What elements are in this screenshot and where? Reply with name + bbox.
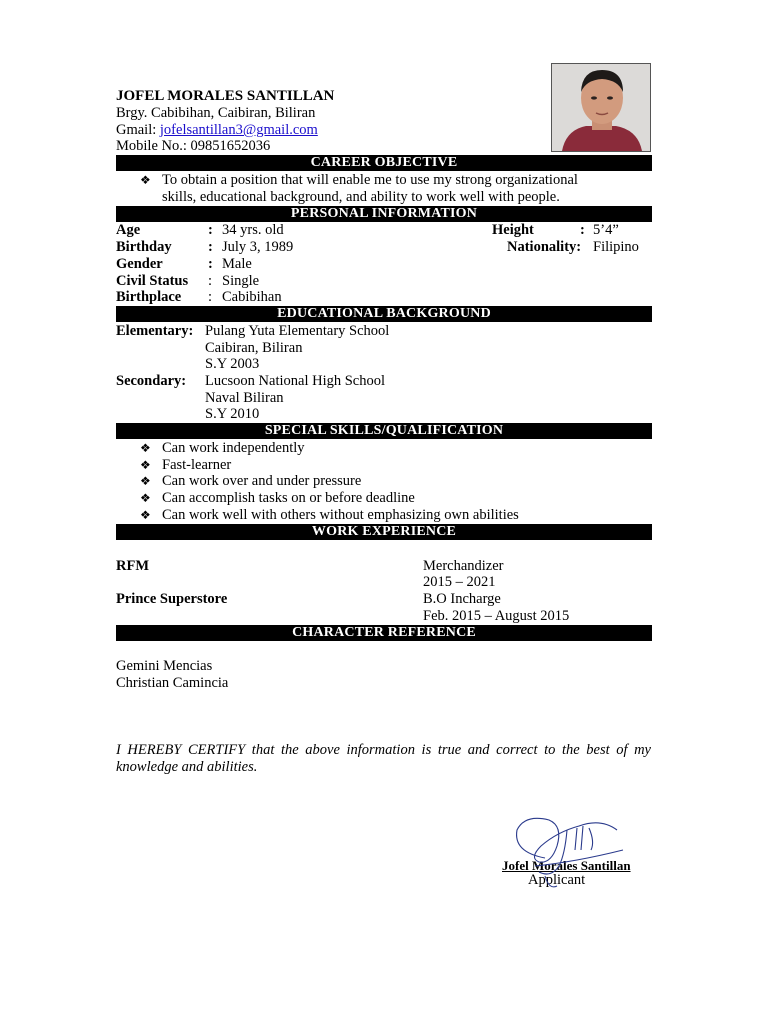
- diamond-bullet-icon: ❖: [140, 508, 151, 522]
- signature-title: Applicant: [528, 872, 586, 888]
- height-label: Height: [492, 222, 534, 238]
- birthday-value: July 3, 1989: [222, 239, 294, 255]
- reference-item: Christian Camincia: [116, 675, 229, 691]
- gender-value: Male: [222, 256, 252, 272]
- career-objective-header: CAREER OBJECTIVE: [116, 155, 652, 171]
- nationality-label: Nationality:: [507, 239, 582, 255]
- nationality-value: Filipino: [593, 239, 639, 255]
- elementary-label: Elementary:: [116, 323, 194, 339]
- objective-line-1: To obtain a position that will enable me to use my strong organizational: [162, 172, 578, 188]
- height-value: 5’4”: [593, 222, 619, 238]
- character-reference-header: CHARACTER REFERENCE: [116, 625, 652, 641]
- diamond-bullet-icon: ❖: [140, 491, 151, 505]
- skill-item: Can work independently: [162, 440, 305, 456]
- secondary-place: Naval Biliran: [205, 390, 284, 406]
- diamond-bullet-icon: ❖: [140, 474, 151, 488]
- personal-information-header: PERSONAL INFORMATION: [116, 206, 652, 222]
- work-company-1: RFM: [116, 558, 150, 574]
- birthplace-label: Birthplace: [116, 289, 182, 305]
- civil-status-value: Single: [222, 273, 260, 289]
- work-experience-header: WORK EXPERIENCE: [116, 524, 652, 540]
- secondary-year: S.Y 2010: [205, 406, 260, 422]
- reference-item: Gemini Mencias: [116, 658, 213, 674]
- age-value: 34 yrs. old: [222, 222, 284, 238]
- birthplace-colon: :: [208, 289, 213, 305]
- birthday-label: Birthday: [116, 239, 172, 255]
- applicant-name: JOFEL MORALES SANTILLAN: [116, 88, 335, 104]
- skill-item: Can work well with others without emphasizing own abilities: [162, 507, 519, 523]
- age-colon: :: [208, 222, 213, 238]
- civil-status-label: Civil Status: [116, 273, 189, 289]
- birthday-colon: :: [208, 239, 213, 255]
- height-colon: :: [580, 222, 585, 238]
- age-label: Age: [116, 222, 141, 238]
- gender-colon: :: [208, 256, 213, 272]
- address: Brgy. Cabibihan, Caibiran, Biliran: [116, 105, 316, 121]
- handwritten-signature: [505, 806, 635, 896]
- objective-line-2: skills, educational background, and ability to work well with people.: [162, 189, 560, 205]
- secondary-school: Lucsoon National High School: [205, 373, 386, 389]
- special-skills-header: SPECIAL SKILLS/QUALIFICATION: [116, 423, 652, 439]
- educational-background-header: EDUCATIONAL BACKGROUND: [116, 306, 652, 322]
- gmail-label: Gmail:: [116, 122, 160, 138]
- skill-item: Can accomplish tasks on or before deadline: [162, 490, 415, 506]
- work-period-2: Feb. 2015 – August 2015: [423, 608, 570, 624]
- elementary-school: Pulang Yuta Elementary School: [205, 323, 390, 339]
- gmail-line: [116, 122, 318, 139]
- birthplace-value: Cabibihan: [222, 289, 282, 305]
- secondary-label: Secondary:: [116, 373, 187, 389]
- civil-status-colon: :: [208, 273, 213, 289]
- work-position-1: Merchandizer: [423, 558, 504, 574]
- certification-statement: I HEREBY CERTIFY that the above information is true and correct to the best of my knowledge and abilities.: [116, 742, 651, 775]
- mobile-number: Mobile No.: 09851652036: [116, 138, 271, 154]
- diamond-bullet-icon: ❖: [140, 173, 151, 187]
- elementary-place: Caibiran, Biliran: [205, 340, 303, 356]
- diamond-bullet-icon: ❖: [140, 441, 151, 455]
- work-period-1: 2015 – 2021: [423, 574, 496, 590]
- gender-label: Gender: [116, 256, 163, 272]
- skill-item: Fast-learner: [162, 457, 232, 473]
- email-link[interactable]: jofelsantillan3@gmail.com: [159, 122, 318, 138]
- applicant-photo: [551, 63, 651, 152]
- signature-name: Jofel Morales Santillan: [502, 858, 631, 873]
- work-company-2: Prince Superstore: [116, 591, 228, 607]
- diamond-bullet-icon: ❖: [140, 458, 151, 472]
- work-position-2: B.O Incharge: [423, 591, 501, 607]
- skill-item: Can work over and under pressure: [162, 473, 362, 489]
- elementary-year: S.Y 2003: [205, 356, 260, 372]
